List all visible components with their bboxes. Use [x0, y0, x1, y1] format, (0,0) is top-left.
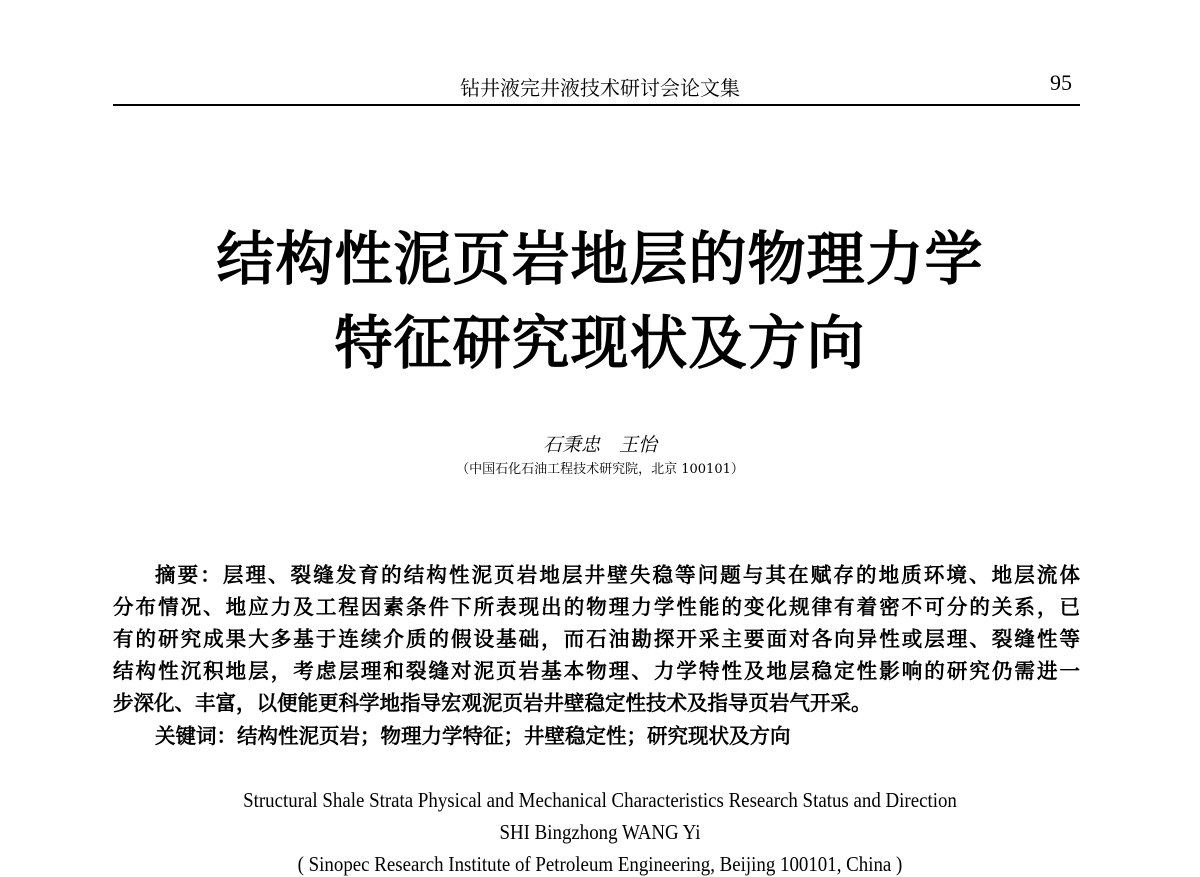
english-affiliation: ( Sinopec Research Institute of Petroleum Engineering, Beijing 100101, China ): [297, 852, 903, 876]
english-authors: SHI Bingzhong WANG Yi: [499, 820, 701, 844]
title-line-2: 特征研究现状及方向: [334, 309, 866, 377]
abstract-line: 结构性沉积地层，考虑层理和裂缝对泥页岩基本物理、力学特性及地层稳定性影响的研究仍需进一: [113, 659, 1080, 683]
keywords: 关键词：结构性泥页岩；物理力学特征；井壁稳定性；研究现状及方向: [155, 724, 791, 748]
authors: 石秉忠 王怡: [542, 434, 657, 456]
abstract-line: 步深化、丰富，以便能更科学地指导宏观泥页岩井壁稳定性技术及指导页岩气开采。: [113, 691, 872, 715]
page-number: 95: [1050, 70, 1072, 95]
abstract-line: 有的研究成果大多基于连续介质的假设基础，而石油勘探开采主要面对各向异性或层理、裂缝性等: [113, 627, 1080, 651]
english-title: Structural Shale Strata Physical and Mechanical Characteristics Research Status and Direction: [243, 788, 957, 812]
running-header: 钻井液完井液技术研讨会论文集: [460, 76, 740, 100]
abstract-line: 分布情况、地应力及工程因素条件下所表现出的物理力学性能的变化规律有着密不可分的关系，已: [113, 595, 1080, 619]
abstract-line: 摘要：层理、裂缝发育的结构性泥页岩地层井壁失稳等问题与其在赋存的地质环境、地层流体: [155, 563, 1080, 587]
header-rule: [113, 104, 1080, 106]
affiliation: （中国石化石油工程技术研究院，北京 100101）: [456, 462, 744, 477]
title-line-1: 结构性泥页岩地层的物理力学: [216, 225, 984, 293]
